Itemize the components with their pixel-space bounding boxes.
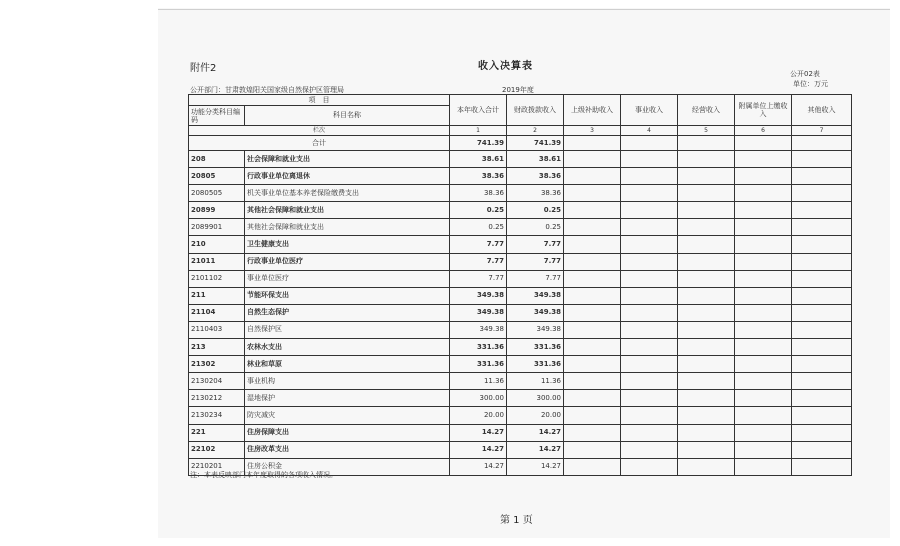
empty-cell	[564, 253, 621, 270]
empty-cell	[621, 339, 678, 356]
fiscal-appropriation-value: 349.38	[507, 321, 564, 338]
income-total-value: 11.36	[450, 373, 507, 390]
function-code: 2089901	[189, 219, 245, 236]
fiscal-appropriation-value: 14.27	[507, 458, 564, 475]
empty-cell	[678, 304, 735, 321]
income-total-value: 7.77	[450, 270, 507, 287]
page-edge-line	[158, 9, 890, 10]
function-code: 21302	[189, 356, 245, 373]
subject-name: 自然生态保护	[245, 304, 450, 321]
column-header: 附属单位上缴收入	[735, 95, 792, 126]
table-row	[189, 270, 852, 287]
empty-cell	[735, 304, 792, 321]
form-number: 公开02表	[790, 70, 820, 78]
income-total-value: 349.38	[450, 321, 507, 338]
column-number: 7	[792, 126, 852, 136]
empty-cell	[792, 151, 852, 168]
empty-cell	[678, 424, 735, 441]
empty-cell	[564, 321, 621, 338]
table-row	[189, 253, 852, 270]
income-total-value: 349.38	[450, 304, 507, 321]
empty-cell	[792, 185, 852, 202]
empty-cell	[792, 219, 852, 236]
fiscal-appropriation-value: 20.00	[507, 407, 564, 424]
empty-cell	[678, 390, 735, 407]
empty-cell	[678, 185, 735, 202]
subject-name: 其他社会保障和就业支出	[245, 219, 450, 236]
function-code: 2210201	[189, 458, 245, 475]
empty-cell	[735, 458, 792, 475]
table-row	[189, 373, 852, 390]
empty-cell	[564, 339, 621, 356]
empty-cell	[564, 304, 621, 321]
empty-cell	[564, 287, 621, 304]
empty-cell	[621, 373, 678, 390]
income-total-value: 0.25	[450, 202, 507, 219]
empty-cell	[792, 356, 852, 373]
empty-cell	[678, 168, 735, 185]
empty-cell	[621, 356, 678, 373]
subject-name: 行政事业单位医疗	[245, 253, 450, 270]
empty-cell	[621, 441, 678, 458]
income-total-value: 0.25	[450, 219, 507, 236]
empty-cell	[735, 136, 792, 151]
column-number: 1	[450, 126, 507, 136]
empty-cell	[792, 236, 852, 253]
fiscal-appropriation-value: 300.00	[507, 390, 564, 407]
total-value: 741.39	[450, 136, 507, 151]
empty-cell	[564, 407, 621, 424]
empty-cell	[621, 185, 678, 202]
column-number: 2	[507, 126, 564, 136]
fiscal-appropriation-value: 7.77	[507, 270, 564, 287]
table-row	[189, 202, 852, 219]
table-row	[189, 441, 852, 458]
empty-cell	[735, 202, 792, 219]
table-row	[189, 168, 852, 185]
fiscal-appropriation-value: 7.77	[507, 236, 564, 253]
empty-cell	[564, 168, 621, 185]
empty-cell	[621, 390, 678, 407]
income-table	[188, 94, 852, 476]
table-row	[189, 407, 852, 424]
fiscal-appropriation-value: 11.36	[507, 373, 564, 390]
function-code: 21011	[189, 253, 245, 270]
empty-cell	[735, 236, 792, 253]
empty-cell	[621, 168, 678, 185]
empty-cell	[621, 136, 678, 151]
empty-cell	[792, 270, 852, 287]
empty-cell	[678, 339, 735, 356]
empty-cell	[564, 185, 621, 202]
empty-cell	[678, 356, 735, 373]
empty-cell	[621, 424, 678, 441]
empty-cell	[564, 136, 621, 151]
subject-name: 农林水支出	[245, 339, 450, 356]
table-title: 收入决算表	[478, 61, 533, 72]
table-row	[189, 390, 852, 407]
subject-name: 自然保护区	[245, 321, 450, 338]
footnote: 注：本表反映部门本年度取得的各项收入情况。	[190, 471, 337, 479]
empty-cell	[678, 441, 735, 458]
empty-cell	[678, 219, 735, 236]
empty-cell	[735, 151, 792, 168]
fiscal-appropriation-value: 331.36	[507, 356, 564, 373]
fiscal-appropriation-value: 349.38	[507, 287, 564, 304]
empty-cell	[564, 458, 621, 475]
empty-cell	[621, 287, 678, 304]
empty-cell	[621, 253, 678, 270]
page-number: 第 1 页	[500, 515, 533, 526]
income-total-value: 14.27	[450, 458, 507, 475]
empty-cell	[564, 219, 621, 236]
fiscal-appropriation-value: 331.36	[507, 339, 564, 356]
subject-name: 事业机构	[245, 373, 450, 390]
empty-cell	[564, 236, 621, 253]
function-code: 211	[189, 287, 245, 304]
empty-cell	[678, 236, 735, 253]
column-header: 经营收入	[678, 95, 735, 126]
fiscal-appropriation-value: 7.77	[507, 253, 564, 270]
total-row	[189, 136, 852, 151]
empty-cell	[678, 321, 735, 338]
income-total-value: 7.77	[450, 253, 507, 270]
empty-cell	[735, 321, 792, 338]
column-number: 5	[678, 126, 735, 136]
total-label: 合计	[189, 136, 450, 151]
table-row	[189, 151, 852, 168]
fiscal-appropriation-value: 38.36	[507, 185, 564, 202]
function-code: 208	[189, 151, 245, 168]
subject-name: 卫生健康支出	[245, 236, 450, 253]
column-header: 财政拨款收入	[507, 95, 564, 126]
column-number: 3	[564, 126, 621, 136]
table-row	[189, 185, 852, 202]
empty-cell	[735, 407, 792, 424]
fiscal-appropriation-value: 0.25	[507, 219, 564, 236]
header-row	[189, 95, 852, 106]
fiscal-appropriation-value: 14.27	[507, 424, 564, 441]
empty-cell	[621, 202, 678, 219]
year-label: 2019年度	[502, 86, 534, 94]
subject-name: 住房保障支出	[245, 424, 450, 441]
function-code: 2130204	[189, 373, 245, 390]
income-total-value: 14.27	[450, 424, 507, 441]
empty-cell	[735, 390, 792, 407]
function-code: 221	[189, 424, 245, 441]
column-header: 本年收入合计	[450, 95, 507, 126]
empty-cell	[678, 253, 735, 270]
subject-name: 防灾减灾	[245, 407, 450, 424]
empty-cell	[735, 185, 792, 202]
empty-cell	[678, 287, 735, 304]
income-total-value: 331.36	[450, 356, 507, 373]
function-code: 2110403	[189, 321, 245, 338]
name-column-header: 科目名称	[245, 106, 450, 126]
column-header: 上级补助收入	[564, 95, 621, 126]
income-total-value: 14.27	[450, 441, 507, 458]
income-total-value: 7.77	[450, 236, 507, 253]
empty-cell	[564, 441, 621, 458]
empty-cell	[792, 390, 852, 407]
empty-cell	[792, 321, 852, 338]
empty-cell	[735, 287, 792, 304]
income-total-value: 38.61	[450, 151, 507, 168]
fiscal-appropriation-value: 14.27	[507, 441, 564, 458]
function-code: 213	[189, 339, 245, 356]
empty-cell	[735, 270, 792, 287]
function-code: 2080505	[189, 185, 245, 202]
empty-cell	[564, 356, 621, 373]
subject-name: 事业单位医疗	[245, 270, 450, 287]
column-number-row	[189, 126, 852, 136]
empty-cell	[621, 270, 678, 287]
income-total-value: 300.00	[450, 390, 507, 407]
empty-cell	[564, 202, 621, 219]
empty-cell	[621, 321, 678, 338]
fiscal-appropriation-value: 38.36	[507, 168, 564, 185]
empty-cell	[621, 304, 678, 321]
table-row	[189, 339, 852, 356]
subject-name: 节能环保支出	[245, 287, 450, 304]
column-number: 6	[735, 126, 792, 136]
empty-cell	[792, 424, 852, 441]
table-row	[189, 356, 852, 373]
fiscal-appropriation-value: 38.61	[507, 151, 564, 168]
empty-cell	[678, 202, 735, 219]
empty-cell	[735, 441, 792, 458]
empty-cell	[678, 458, 735, 475]
table-row	[189, 321, 852, 338]
subject-name: 住房改革支出	[245, 441, 450, 458]
table-row	[189, 236, 852, 253]
empty-cell	[792, 287, 852, 304]
income-total-value: 38.36	[450, 185, 507, 202]
empty-cell	[792, 339, 852, 356]
subject-name: 湿地保护	[245, 390, 450, 407]
empty-cell	[678, 373, 735, 390]
attachment-label: 附件2	[190, 63, 217, 74]
empty-cell	[735, 253, 792, 270]
empty-cell	[735, 356, 792, 373]
table-row	[189, 304, 852, 321]
subject-name: 行政事业单位离退休	[245, 168, 450, 185]
income-total-value: 331.36	[450, 339, 507, 356]
empty-cell	[792, 458, 852, 475]
empty-cell	[564, 151, 621, 168]
total-value: 741.39	[507, 136, 564, 151]
empty-cell	[792, 407, 852, 424]
empty-cell	[678, 270, 735, 287]
empty-cell	[621, 236, 678, 253]
empty-cell	[564, 390, 621, 407]
empty-cell	[792, 253, 852, 270]
empty-cell	[621, 458, 678, 475]
empty-cell	[735, 373, 792, 390]
item-group-header: 项 目	[189, 95, 450, 106]
function-code: 2130234	[189, 407, 245, 424]
income-total-value: 20.00	[450, 407, 507, 424]
empty-cell	[678, 407, 735, 424]
empty-cell	[564, 373, 621, 390]
empty-cell	[735, 168, 792, 185]
fiscal-appropriation-value: 349.38	[507, 304, 564, 321]
table-body	[189, 95, 852, 476]
empty-cell	[735, 339, 792, 356]
empty-cell	[564, 424, 621, 441]
function-code: 2101102	[189, 270, 245, 287]
function-code: 20805	[189, 168, 245, 185]
subject-name: 住房公积金	[245, 458, 450, 475]
empty-cell	[564, 270, 621, 287]
income-total-value: 349.38	[450, 287, 507, 304]
table-row	[189, 287, 852, 304]
empty-cell	[792, 441, 852, 458]
empty-cell	[621, 151, 678, 168]
column-number-label: 栏次	[189, 126, 450, 136]
column-header: 事业收入	[621, 95, 678, 126]
empty-cell	[792, 168, 852, 185]
function-code: 210	[189, 236, 245, 253]
department-label: 公开部门：甘肃敦煌阳关国家级自然保护区管理局	[190, 86, 344, 94]
column-number: 4	[621, 126, 678, 136]
subject-name: 其他社会保障和就业支出	[245, 202, 450, 219]
unit-label: 单位：万元	[793, 80, 828, 88]
function-code: 21104	[189, 304, 245, 321]
code-column-header: 功能分类科目编码	[189, 106, 245, 126]
subject-name: 机关事业单位基本养老保险缴费支出	[245, 185, 450, 202]
empty-cell	[621, 407, 678, 424]
table-row	[189, 424, 852, 441]
empty-cell	[621, 219, 678, 236]
empty-cell	[678, 151, 735, 168]
column-header: 其他收入	[792, 95, 852, 126]
subject-name: 林业和草原	[245, 356, 450, 373]
empty-cell	[792, 304, 852, 321]
fiscal-appropriation-value: 0.25	[507, 202, 564, 219]
empty-cell	[678, 136, 735, 151]
subject-name: 社会保障和就业支出	[245, 151, 450, 168]
empty-cell	[792, 373, 852, 390]
empty-cell	[792, 202, 852, 219]
income-total-value: 38.36	[450, 168, 507, 185]
empty-cell	[735, 219, 792, 236]
table-row	[189, 219, 852, 236]
function-code: 20899	[189, 202, 245, 219]
empty-cell	[792, 136, 852, 151]
function-code: 2130212	[189, 390, 245, 407]
empty-cell	[735, 424, 792, 441]
function-code: 22102	[189, 441, 245, 458]
